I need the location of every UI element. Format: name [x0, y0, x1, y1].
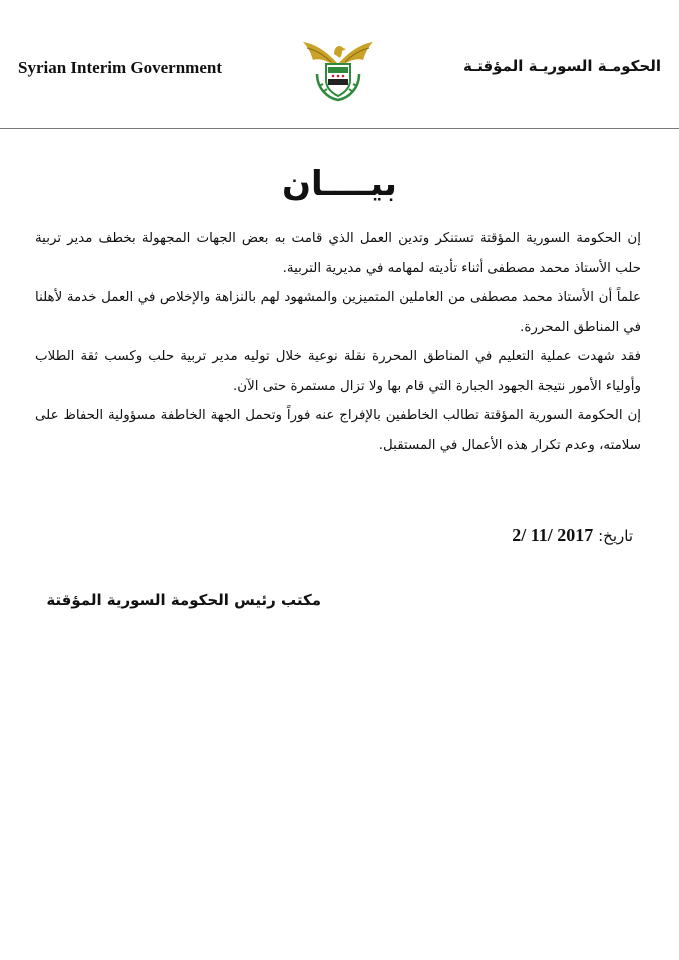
header-divider	[0, 128, 679, 129]
paragraph: إن الحكومة السورية المؤقتة تستنكر وتدين العمل الذي قامت به بعض الجهات المجهولة بخطف مدير تربية حلب الأستاذ محمد مصطفى أثناء تأديته لمهامه في مديرية التربية.	[35, 231, 641, 276]
date-line	[512, 525, 633, 546]
paragraph: إن الحكومة السورية المؤقتة تطالب الخاطفين بالإفراج عنه فوراً وتحمل الجهة الخاطفة مسؤولية الحفاظ على سلامته، وعدم تكرار هذه الأعمال في المستقبل.	[35, 408, 641, 453]
statement-body	[35, 224, 641, 460]
letterhead	[0, 0, 679, 132]
document-title: بيــــان	[282, 164, 397, 204]
paragraph: علماً أن الأستاذ محمد مصطفى من العاملين المتميزين والمشهود لهم بالنزاهة والإخلاص في العمل خدمة لأهلنا في المناطق المحررة.	[35, 290, 641, 335]
eagle-emblem-icon	[299, 34, 377, 102]
paragraph: فقد شهدت عملية التعليم في المناطق المحررة نقلة نوعية خلال توليه مدير تربية حلب وكسب ثقة الطلاب وأولياء الأمور نتيجة الجهود الجبارة التي قام بها ولا تزال مستمرة حتى الآن.	[35, 349, 641, 394]
english-government-name: Syrian Interim Government	[18, 58, 222, 77]
arabic-government-name: الحكومـة السوريـة المؤقتـة	[462, 57, 661, 75]
signature-office: مكتب رئيس الحكومة السورية المؤقتة	[46, 591, 321, 609]
date-value: 2/ 11/ 2017	[512, 525, 594, 545]
date-label: تاريخ:	[598, 527, 633, 545]
